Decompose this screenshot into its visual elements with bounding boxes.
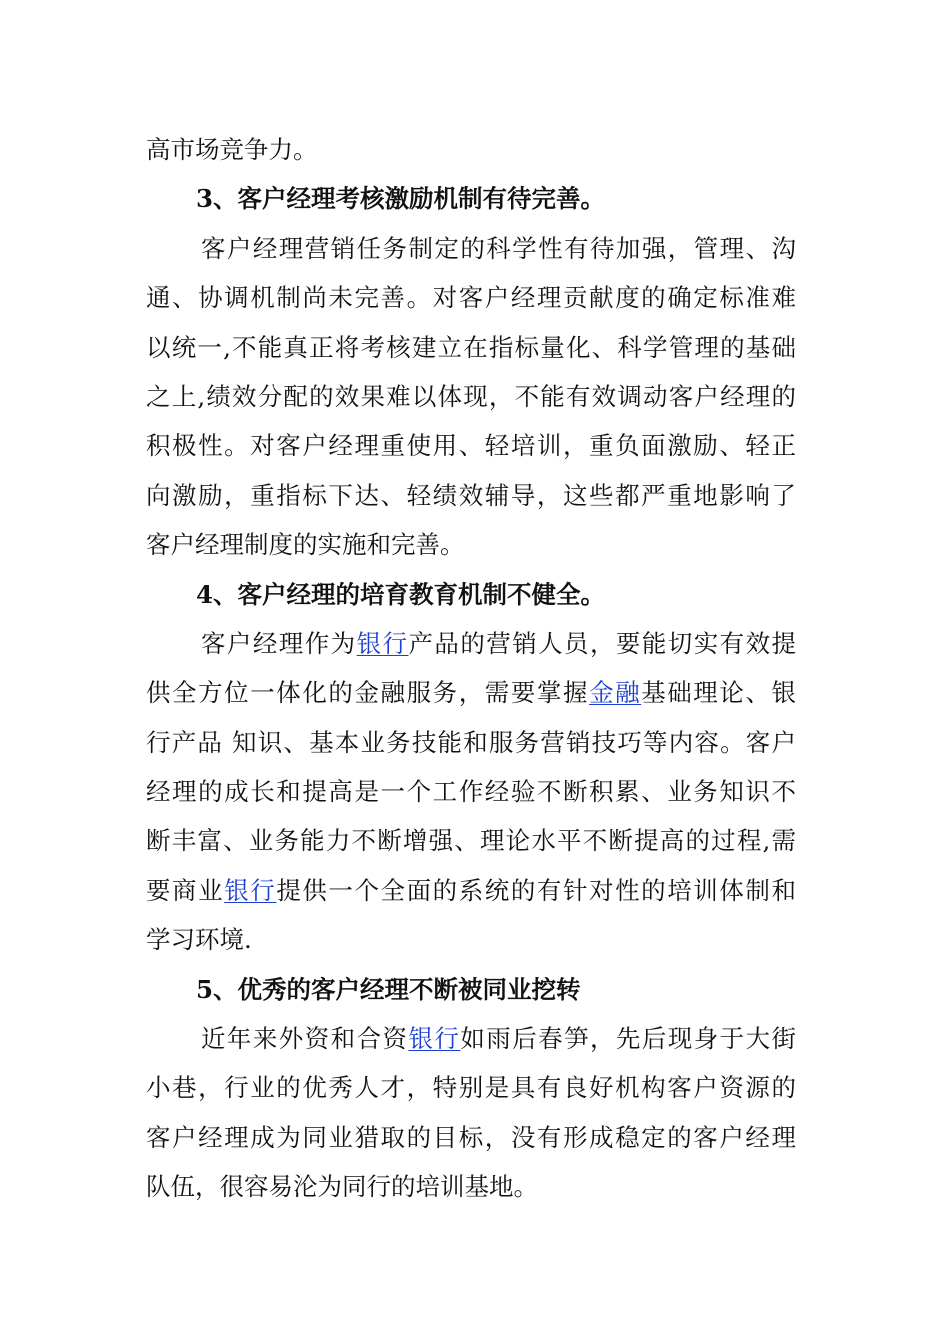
paragraph-line <box>146 668 796 717</box>
document-body <box>146 125 796 1212</box>
paragraph-line: 高市场竞争力。 <box>146 135 318 164</box>
paragraph-line <box>146 1014 796 1063</box>
text-run: 提供一个全面的系统的有针对性的培训体制和 <box>276 875 796 905</box>
paragraph-line <box>146 866 796 915</box>
paragraph-line: 积极性。对客户经理重使用、轻培训，重负面激励、轻正 <box>146 431 796 461</box>
paragraph-line: 向激励，重指标下达、轻绩效辅导，这些都严重地影响了 <box>146 480 796 510</box>
paragraph-line: 行产品 知识、基本业务技能和服务营销技巧等内容。客户 <box>146 727 796 757</box>
link-finance[interactable]: 金融 <box>589 678 642 708</box>
section-heading-3: 3、客户经理考核激励机制有待完善。 <box>196 184 606 214</box>
text-run: 供全方位一体化的金融服务，需要掌握 <box>146 678 590 708</box>
paragraph-line: 客户经理制度的实施和完善。 <box>146 530 465 560</box>
text-run: 如雨后春笋，先后现身于大街 <box>460 1024 797 1054</box>
paragraph-line: 客户经理营销任务制定的科学性有待加强，管理、沟 <box>201 233 796 263</box>
text-run: 客户经理作为 <box>201 628 357 658</box>
text-run: 要商业 <box>146 875 225 905</box>
paragraph-line: 客户经理成为同业猎取的目标，没有形成稳定的客户经理 <box>146 1122 796 1152</box>
paragraph-line: 经理的成长和提高是一个工作经验不断积累、业务知识不 <box>146 777 796 807</box>
text-run: 基础理论、银 <box>641 678 796 708</box>
link-bank[interactable]: 银行 <box>356 628 409 658</box>
text-run: 产品的营销人员，要能切实有效提 <box>408 628 797 658</box>
paragraph-line: 断丰富、业务能力不断增强、理论水平不断提高的过程,需 <box>146 826 796 856</box>
link-bank[interactable]: 银行 <box>408 1024 461 1054</box>
section-heading-4: 4、客户经理的培育教育机制不健全。 <box>196 579 606 609</box>
paragraph-line <box>146 619 796 668</box>
paragraph-line: 队伍，很容易沦为同行的培训基地。 <box>146 1172 538 1202</box>
paragraph-line: 学习环境. <box>146 925 252 955</box>
link-bank[interactable]: 银行 <box>224 875 277 905</box>
text-run: 近年来外资和合资 <box>201 1024 409 1054</box>
section-heading-5: 5、优秀的客户经理不断被同业挖转 <box>196 974 581 1004</box>
paragraph-line: 通、协调机制尚未完善。对客户经理贡献度的确定标准难 <box>146 283 796 313</box>
paragraph-line: 小巷，行业的优秀人才，特别是具有良好机构客户资源的 <box>146 1073 796 1103</box>
paragraph-line: 之上,绩效分配的效果难以体现，不能有效调动客户经理的 <box>146 381 796 411</box>
paragraph-line: 以统一,不能真正将考核建立在指标量化、科学管理的基础 <box>146 332 796 362</box>
